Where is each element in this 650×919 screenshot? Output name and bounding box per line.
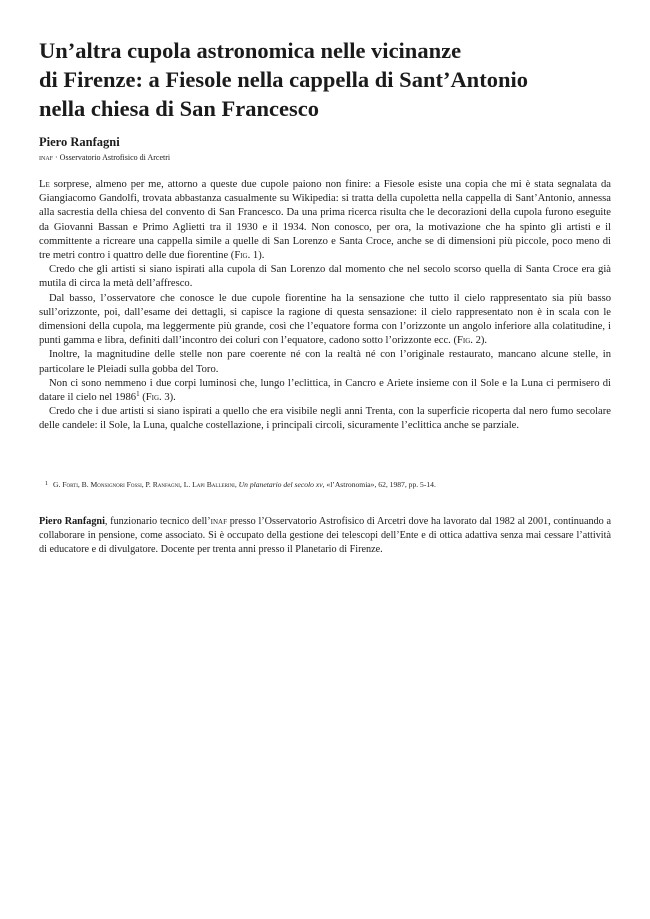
title-line-2: di Firenze: a Fiesole nella cappella di Sant’Antonio xyxy=(39,67,528,92)
paragraph-5-end: ). xyxy=(169,392,176,404)
paragraph-5 xyxy=(39,377,611,405)
paragraph-6: Credo che i due artisti si siano ispirati a quello che era visibile negli anni Trenta, con la superficie ricoperta dal nero fumo secolare delle candele: il Sole, la Luna, qualche costellazione, i principali circoli, sicuramente l’eclittica anche se parziale. xyxy=(39,406,611,432)
figure-reference-3: Fig. 3 xyxy=(145,392,170,404)
paragraph-4: Inoltre, la magnitudine delle stelle non pare coerente né con la realtà né con l’originale restaurato, mancano alcune stelle, in particolare le Pleiadi sulla gobba del Toro. xyxy=(39,349,611,375)
article-title xyxy=(39,36,619,123)
bio-text-a: , funzionario tecnico dell’ xyxy=(104,516,211,527)
paragraph-3 xyxy=(39,292,611,349)
paragraph-5-text: Non ci sono nemmeno i due corpi luminosi che, lungo l’eclittica, in Cancro e Ariete insieme con il Sole e la Luna ci permisero di datare il cielo nel 1986 xyxy=(39,377,611,404)
title-line-1: Un’altra cupola astronomica nelle vicinanze xyxy=(39,38,462,63)
paragraph-3-end: ). xyxy=(480,335,488,347)
footnote-title: Un planetario del secolo xv xyxy=(238,480,323,489)
affiliation-rest: · Osservatorio Astrofisico di Arcetri xyxy=(53,153,171,162)
bio-name: Piero Ranfagni xyxy=(39,516,105,527)
paragraph-1-text: sorprese, almeno per me, attorno a queste due cupole paiono non finire: a Fiesole esiste una copia che mi è stata segnalata da Giangiacomo Gandolfi, trovata abbastanza casualmente su Wikipedia: si tratta della cupoletta nella cappella di Sant’Antonio, annessa alla sacrestia della chiesa del convento di San Francesco. Da una prima ricerca risulta che le decorazioni della cupola furono eseguite da Giovanni Bassan e Primo Aglietti tra il 1930 e il 1934. Non conosco, per ora, la motivazione che ha spinto gli artisti e il committente a ricreare una cappella simile a quelle di San Lorenzo e Santa Croce, anche se di dimensioni più piccole, poco meno di tre metri contro i quattro delle due fiorentine ( xyxy=(39,179,611,262)
paragraph-2: Credo che gli artisti si siano ispirati alla cupola di San Lorenzo dal momento che nel secolo scorso quella di Santa Croce era già mutila di circa la metà dell’affresco. xyxy=(39,264,611,290)
figure-reference-1: Fig. 1 xyxy=(234,250,259,262)
bio-org: inaf xyxy=(210,516,227,527)
paragraph-3-text: Dal basso, l’osservatore che conosce le due cupole fiorentine ha la sensazione che tutto il cielo rappresentato sia più basso sull’orizzonte, poi, dall’esame dei dettagli, si capisce la ragione di questa sensazione: il cielo rappresentato non è in scala con le dimensioni della cupola, ma leggermente più grande, così che l’equatore forma con l’orizzonte un angolo inferiore alla colatitudine, i punti gamma e libra, definiti dall’incontro dei coluri con l’equatore, cadono sotto l’orizzonte ecc. ( xyxy=(39,292,611,347)
paragraph-dropcap: Le xyxy=(39,179,50,190)
author-affiliation xyxy=(39,153,170,163)
paragraph-1-end: ). xyxy=(258,250,265,262)
author-bio xyxy=(39,515,611,557)
paragraph-5-open: ( xyxy=(139,392,146,404)
footnote-number: 1 xyxy=(45,481,48,487)
footnote-authors: G. Forti, B. Monsignori Fossi, P. Ranfagni, L. Lapi Ballerini, xyxy=(53,480,237,489)
bio-text-b: presso l’Osservatorio Astrofisico di Arcetri dove ha lavorato dal 1982 al 2001, continuando a collaborare in pensione, come associato. Si è occupato della gestione dei telescopi dell’Ente e di ottica adattiva senza mai cessare l’attività di educatore e di divulgatore. Docente per trenta anni presso il Planetario di Firenze. xyxy=(39,516,611,555)
footnote-rest: , «l’Astronomia», 62, 1987, pp. 5-14. xyxy=(322,480,436,489)
affiliation-org: inaf xyxy=(39,153,54,162)
author-name: Piero Ranfagni xyxy=(39,135,120,149)
title-line-3: nella chiesa di San Francesco xyxy=(39,96,319,121)
paragraph-1 xyxy=(39,178,611,263)
figure-reference-2: Fig. 2 xyxy=(457,335,481,347)
footnote-marker: 1 xyxy=(136,390,140,399)
footnote xyxy=(45,479,611,490)
article-body xyxy=(39,178,611,434)
